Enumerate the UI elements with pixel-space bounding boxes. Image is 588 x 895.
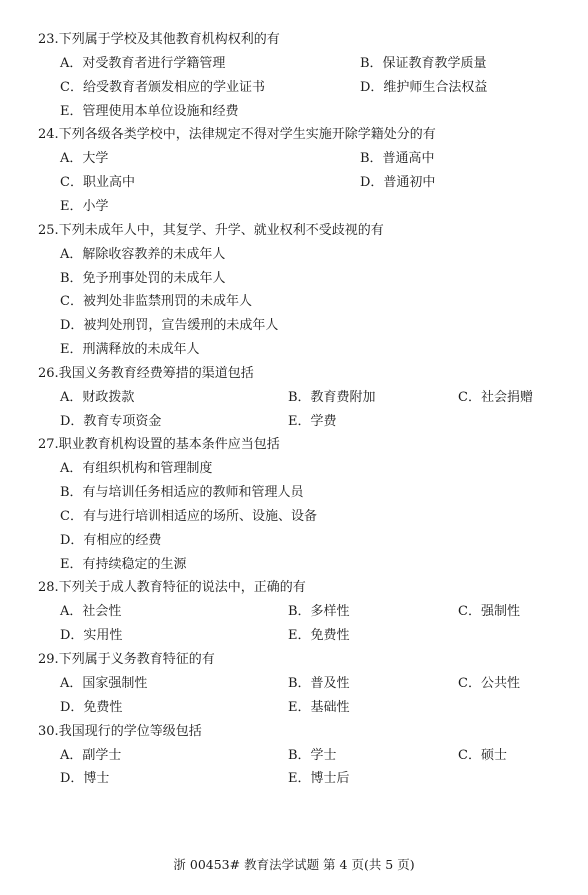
question-text: 下列属于学校及其他教育机构权利的有	[58, 32, 280, 47]
question-text: 下列各级各类学校中，法律规定不得对学生实施开除学籍处分的有	[58, 127, 436, 143]
answer-option: B．普通高中	[360, 151, 435, 167]
option-row	[38, 76, 558, 100]
answer-option: E．管理使用本单位设施和经费	[60, 103, 239, 119]
answer-option: E．学费	[288, 413, 337, 429]
question-29	[38, 648, 558, 720]
answer-option: C．硕士	[458, 747, 507, 763]
answer-option: D．博士	[60, 771, 110, 787]
question-stem	[38, 123, 558, 147]
answer-option: B．教育费附加	[288, 389, 376, 405]
answer-option: A．社会性	[60, 604, 122, 620]
option-row	[38, 267, 558, 291]
question-stem	[38, 219, 558, 243]
option-row	[38, 481, 558, 505]
option-row	[38, 767, 558, 791]
question-stem	[38, 433, 558, 457]
answer-option: A．有组织机构和管理制度	[60, 461, 213, 477]
answer-option: A．大学	[60, 151, 109, 167]
question-text: 下列属于义务教育特征的有	[58, 651, 215, 667]
option-row	[38, 386, 558, 410]
answer-option: B．多样性	[288, 604, 350, 620]
question-stem	[38, 720, 558, 744]
answer-option: E．基础性	[288, 699, 350, 715]
question-23	[38, 28, 558, 123]
answer-option: A．国家强制性	[60, 675, 148, 691]
question-list	[38, 28, 558, 791]
question-26	[38, 362, 558, 434]
answer-option: A．解除收容教养的未成年人	[60, 246, 226, 262]
answer-option: C．给受教育者颁发相应的学业证书	[60, 79, 265, 95]
answer-option: D．有相应的经费	[60, 532, 162, 548]
option-row	[38, 696, 558, 720]
option-row	[38, 600, 558, 624]
question-text: 职业教育机构设置的基本条件应当包括	[58, 437, 280, 453]
question-text: 我国义务教育经费筹措的渠道包括	[58, 365, 254, 381]
answer-option: B．普及性	[288, 675, 350, 691]
answer-option: A．副学士	[60, 747, 122, 763]
answer-option: E．免费性	[288, 628, 350, 644]
answer-option: C．公共性	[458, 675, 520, 691]
answer-option: C．强制性	[458, 604, 520, 620]
option-row	[38, 457, 558, 481]
answer-option: E．小学	[60, 198, 109, 214]
question-number: 30.	[38, 723, 59, 739]
question-text: 下列关于成人教育特征的说法中，正确的有	[58, 580, 306, 596]
answer-option: C．有与进行培训相适应的场所、设施、设备	[60, 508, 317, 524]
question-number: 27.	[38, 437, 59, 453]
question-number: 26.	[38, 365, 59, 381]
answer-option: D．实用性	[60, 628, 123, 644]
question-number: 28.	[38, 580, 59, 596]
option-row	[38, 52, 558, 76]
option-row	[38, 505, 558, 529]
answer-option: B．学士	[288, 747, 337, 763]
question-28	[38, 576, 558, 648]
option-row	[38, 672, 558, 696]
question-24	[38, 123, 558, 218]
question-text: 我国现行的学位等级包括	[58, 723, 202, 739]
question-number: 24.	[38, 127, 59, 143]
answer-option: E．有持续稳定的生源	[60, 556, 187, 572]
answer-option: C．被判处非监禁刑罚的未成年人	[60, 294, 252, 310]
answer-option: C．职业高中	[60, 175, 135, 191]
option-row	[38, 195, 558, 219]
answer-option: A．财政拨款	[60, 389, 135, 405]
question-number: 29.	[38, 651, 59, 667]
option-row	[38, 744, 558, 768]
option-row	[38, 243, 558, 267]
question-number: 23.	[38, 32, 59, 47]
option-row	[38, 314, 558, 338]
question-stem	[38, 648, 558, 672]
question-text: 下列未成年人中，其复学、升学、就业权利不受歧视的有	[58, 222, 384, 238]
option-row	[38, 410, 558, 434]
question-stem	[38, 576, 558, 600]
option-row	[38, 529, 558, 553]
answer-option: B．有与培训任务相适应的教师和管理人员	[60, 485, 304, 501]
answer-option: D．被判处刑罚，宣告缓刑的未成年人	[60, 318, 279, 334]
answer-option: C．社会捐赠	[458, 389, 533, 405]
option-row	[38, 147, 558, 171]
answer-option: E．刑满释放的未成年人	[60, 341, 200, 357]
question-stem	[38, 362, 558, 386]
question-stem	[38, 28, 558, 52]
option-row	[38, 338, 558, 362]
answer-option: D．普通初中	[360, 175, 436, 191]
page-footer: 浙 00453# 教育法学试题 第 4 页(共 5 页)	[173, 857, 415, 872]
option-row	[38, 624, 558, 648]
question-30	[38, 720, 558, 792]
answer-option: B．免予刑事处罚的未成年人	[60, 270, 226, 286]
question-number: 25.	[38, 222, 59, 238]
answer-option: D．免费性	[60, 699, 123, 715]
answer-option: D．维护师生合法权益	[360, 79, 488, 95]
answer-option: E．博士后	[288, 771, 350, 787]
option-row	[38, 100, 558, 124]
option-row	[38, 290, 558, 314]
answer-option: D．教育专项资金	[60, 413, 162, 429]
answer-option: B．保证教育教学质量	[360, 56, 487, 71]
answer-option: A．对受教育者进行学籍管理	[60, 56, 226, 71]
question-27	[38, 433, 558, 576]
option-row	[38, 171, 558, 195]
question-25	[38, 219, 558, 362]
option-row	[38, 553, 558, 577]
